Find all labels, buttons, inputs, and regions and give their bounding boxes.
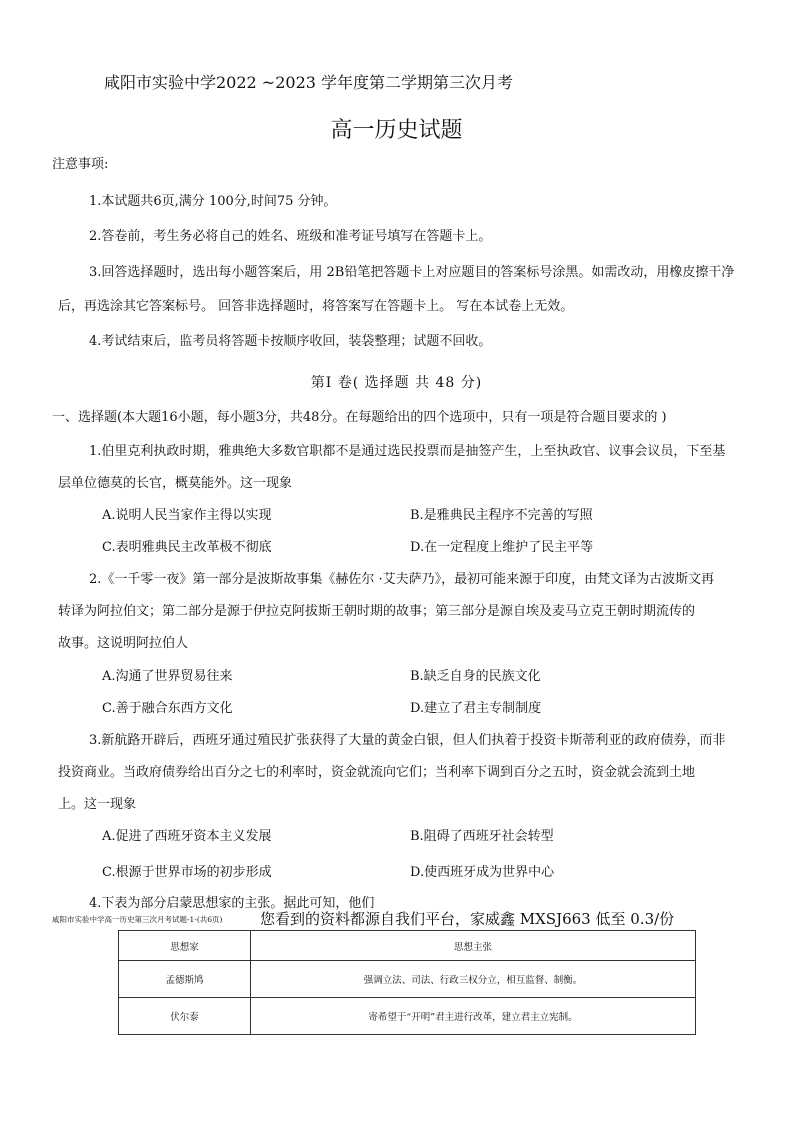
note-item-3: 3.回答选择题时，选出每小题答案后，用 2B铅笔把答题卡上对应题目的答案标号涂黑。如需改动，用橡皮擦干净 (89, 265, 735, 280)
question-3-stem-line-2: 投资商业。当政府债券给出百分之七的利率时，资金就流向它们；当利率下调到百分之五时，资金就会流到土地 (58, 765, 696, 780)
page-footer: 咸阳市实验中学高一历史第三次月考试题-1-(共6页) (52, 915, 223, 924)
watermark-notice: 您看到的资料都源自我们平台，家威鑫 MXSJ663 低至 0.3/份 (260, 910, 675, 928)
question-4-stem-line-1: 4.下表为部分启蒙思想家的主张。据此可知，他们 (89, 896, 375, 911)
table-header-idea: 思想主张 (251, 931, 696, 961)
table-header-thinker: 思想家 (119, 931, 251, 961)
question-3-option-a: A.促进了西班牙资本主义发展 (102, 829, 272, 844)
note-item-2: 2.答卷前，考生务必将自己的姓名、班级和准考证号填写在答题卡上。 (89, 229, 492, 244)
question-1-option-d: D.在一定程度上维护了民主平等 (410, 540, 594, 555)
table-row (119, 998, 696, 1035)
question-3-option-b: B.阻碍了西班牙社会转型 (410, 829, 554, 844)
note-item-1: 1.本试题共6页,满分 100分,时间75 分钟。 (89, 194, 337, 209)
notes-heading: 注意事项: (52, 157, 109, 172)
table-row (119, 961, 696, 998)
question-1-option-c: C.表明雅典民主改革极不彻底 (102, 540, 272, 555)
question-2-stem-line-2: 转译为阿拉伯文；第二部分是源于伊拉克阿拔斯王朝时期的故事；第三部分是源自埃及麦马立克王朝时期流传的 (58, 604, 696, 619)
section-instruction: 一、选择题(本大题16小题，每小题3分，共48分。在每题给出的四个选项中，只有一项是符合题目要求的 ) (52, 410, 667, 425)
table-cell-idea: 寄希望于“开明”君主进行改革，建立君主立宪制。 (251, 998, 696, 1035)
page-title: 高一历史试题 (330, 118, 463, 143)
question-3-option-d: D.使西班牙成为世界中心 (410, 865, 555, 880)
question-2-option-d: D.建立了君主专制制度 (410, 701, 542, 716)
note-item-4: 4.考试结束后，监考员将答题卡按顺序收回，装袋整理；试题不回收。 (89, 334, 492, 349)
section-heading: 第Ⅰ 卷( 选择题 共 48 分) (310, 375, 483, 391)
table-header-row (119, 931, 696, 961)
question-3-stem-line-3: 上。这一现象 (58, 797, 137, 812)
question-1-option-a: A.说明人民当家作主得以实现 (102, 508, 272, 523)
table-cell-thinker: 孟德斯鸠 (119, 961, 251, 998)
table-cell-thinker: 伏尔泰 (119, 998, 251, 1035)
table-cell-idea: 强调立法、司法、行政三权分立，相互监督、制衡。 (251, 961, 696, 998)
question-2-stem-line-3: 故事。这说明阿拉伯人 (58, 636, 189, 651)
question-3-option-c: C.根源于世界市场的初步形成 (102, 865, 272, 880)
question-2-option-b: B.缺乏自身的民族文化 (410, 669, 541, 684)
question-3-stem-line-1: 3.新航路开辟后，西班牙通过殖民扩张获得了大量的黄金白银，但人们执着于投资卡斯蒂利亚的政府债券，而非 (89, 733, 726, 748)
question-1-stem-line-1: 1.伯里克利执政时期，雅典绝大多数官职都不是通过选民投票而是抽签产生，上至执政官、议事会议员，下至基 (89, 444, 726, 459)
question-2-option-c: C.善于融合东西方文化 (102, 701, 233, 716)
note-item-3-cont: 后，再选涂其它答案标号。 回答非选择题时，将答案写在答题卡上。 写在本试卷上无效。 (58, 299, 574, 314)
thinkers-table (118, 930, 696, 1035)
school-exam-line: 咸阳市实验中学2022 ~2023 学年度第二学期第三次月考 (104, 73, 514, 92)
question-1-stem-line-2: 层单位德莫的长官，概莫能外。这一现象 (58, 476, 293, 491)
question-1-option-b: B.是雅典民主程序不完善的写照 (410, 508, 593, 523)
question-2-stem-line-1: 2.《一千零一夜》第一部分是波斯故事集《赫佐尔 ·艾夫萨乃》，最初可能来源于印度，由梵文译为古波斯文再 (89, 572, 715, 587)
question-2-option-a: A.沟通了世界贸易往来 (102, 669, 233, 684)
